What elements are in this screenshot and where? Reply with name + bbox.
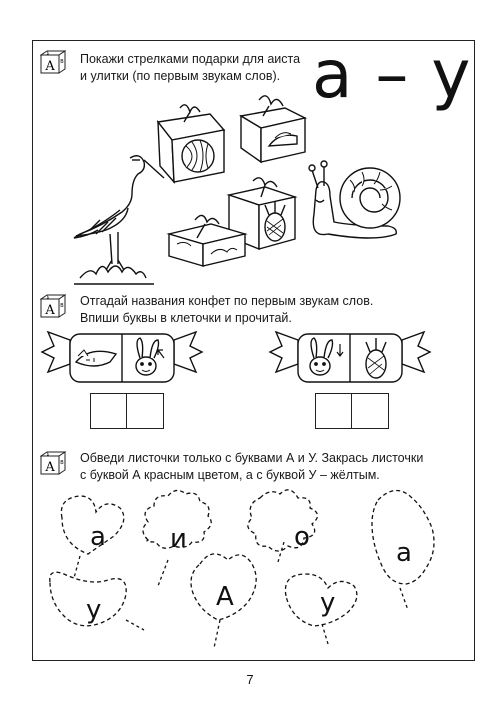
section1-line2: и улитки (по первым звукам слов). (80, 69, 281, 83)
letter-cell[interactable] (351, 393, 389, 429)
section1-instruction (80, 51, 300, 85)
big-letters-a-u: а – у (312, 36, 472, 113)
section3-line1: Обведи листочки только с буквами А и У. Закрась листочки (80, 451, 424, 465)
candy-hare-pineapple-illustration (268, 326, 433, 388)
leaf-letter[interactable]: а (396, 538, 412, 568)
section2-line2: Впиши буквы в клеточки и прочитай. (80, 311, 292, 325)
abc-letter-top: Б (46, 50, 50, 56)
abc-letter-top: Б (46, 294, 50, 300)
leaf-letter[interactable]: а (90, 522, 106, 552)
abc-block-icon (40, 294, 66, 318)
leaf-letter[interactable]: А (216, 582, 234, 612)
section1-line1: Покажи стрелками подарки для аиста (80, 52, 301, 66)
letter-cell[interactable] (90, 393, 128, 429)
leaf-letter[interactable]: у (320, 588, 336, 618)
abc-block-icon (40, 50, 66, 74)
abc-letter-side: В (60, 460, 64, 466)
snail-illustration (300, 158, 405, 253)
leaf-letter[interactable]: и (170, 524, 187, 554)
leaves-illustration (40, 478, 470, 658)
section3-line2: с буквой А красным цветом, а с буквой У – жёлтым. (80, 468, 380, 482)
section2-line1: Отгадай названия конфет по первым звукам слов. (80, 294, 374, 308)
page-number: 7 (246, 672, 254, 687)
abc-letter-side: В (60, 59, 64, 65)
flat-gift-illustration (165, 210, 250, 270)
abc-letter-side: В (60, 303, 64, 309)
watermelon-gift-illustration (150, 100, 230, 185)
leaf-letter[interactable]: о (294, 522, 310, 552)
abc-block-icon (40, 451, 66, 475)
abc-letter-main: А (45, 460, 55, 475)
section2-instruction (80, 293, 373, 327)
candy-shark-hare-illustration (40, 326, 205, 388)
abc-letter-main: А (45, 59, 55, 74)
letter-cell[interactable] (126, 393, 164, 429)
leaf-letter[interactable]: у (86, 595, 102, 625)
abc-letter-top: Б (46, 451, 50, 457)
abc-letter-main: А (45, 303, 55, 318)
letter-cell[interactable] (315, 393, 353, 429)
